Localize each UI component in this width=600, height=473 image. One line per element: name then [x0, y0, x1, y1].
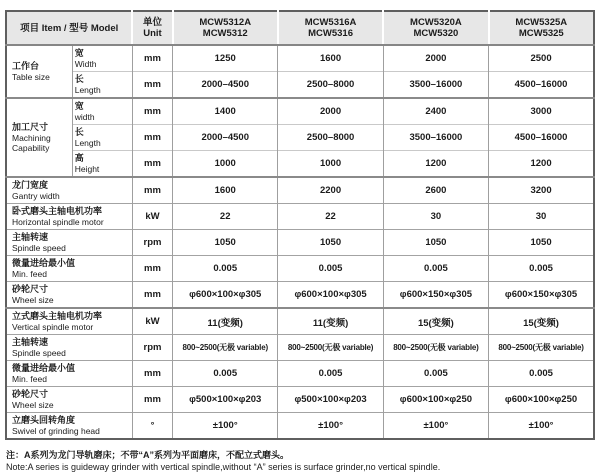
- model-name-a: MCW5312A: [199, 17, 252, 28]
- value-cell: 0.005: [489, 361, 594, 387]
- unit-cell: mm: [132, 45, 172, 72]
- row-label-cn: 主轴转速: [12, 337, 49, 348]
- sublabel-cn: 长: [74, 74, 84, 85]
- value-cell: 0.005: [278, 361, 383, 387]
- value-cell: 4500–16000: [489, 72, 594, 99]
- table-row: [6, 387, 594, 413]
- value-cell: 800~2500(无极 variable): [278, 335, 383, 361]
- value-cell: 1600: [278, 45, 383, 72]
- row-label-en: Vertical spindle motor: [12, 321, 94, 332]
- row-label-en: Min. feed: [12, 373, 47, 384]
- value-cell: 1250: [173, 45, 278, 72]
- table-row: [6, 230, 594, 256]
- value-cell: 30: [383, 204, 488, 230]
- value-cell: 3500–16000: [383, 72, 488, 99]
- value-cell: φ500×100×φ203: [173, 387, 278, 413]
- value-cell: 0.005: [489, 256, 594, 282]
- value-cell: 2000–4500: [173, 72, 278, 99]
- value-cell: 30: [489, 204, 594, 230]
- value-cell: 0.005: [173, 361, 278, 387]
- row-label-swivel-grinding-head: [6, 413, 132, 440]
- model-name-base: MCW5312: [202, 28, 248, 39]
- value-cell: 0.005: [173, 256, 278, 282]
- header-unit-en: Unit: [143, 28, 162, 39]
- row-label-cn: 立磨头回转角度: [12, 415, 76, 426]
- value-cell: φ500×100×φ203: [278, 387, 383, 413]
- value-cell: ±100°: [489, 413, 594, 440]
- value-cell: ±100°: [278, 413, 383, 440]
- group-label-machining: [6, 98, 72, 177]
- value-cell: 2400: [383, 98, 488, 125]
- value-cell: 2200: [278, 177, 383, 204]
- value-cell: 1050: [278, 230, 383, 256]
- value-cell: 1200: [383, 151, 488, 178]
- sublabel-cn: 宽: [74, 101, 84, 112]
- row-sublabel: [72, 45, 132, 72]
- row-sublabel: [72, 151, 132, 178]
- table-row: [6, 256, 594, 282]
- row-label-cn: 微量进给最小值: [12, 258, 76, 269]
- value-cell: 1050: [173, 230, 278, 256]
- value-cell: 4500–16000: [489, 125, 594, 151]
- header-unit-cn: 单位: [142, 17, 162, 28]
- group-label-en: Table size: [12, 71, 50, 82]
- value-cell: φ600×100×φ250: [489, 387, 594, 413]
- unit-cell: mm: [132, 125, 172, 151]
- group-label-table-size: [6, 45, 72, 98]
- value-cell: 3500–16000: [383, 125, 488, 151]
- header-model-2: [383, 11, 488, 45]
- value-cell: 2000: [383, 45, 488, 72]
- unit-cell: mm: [132, 256, 172, 282]
- sublabel-en: width: [74, 111, 95, 122]
- value-cell: 3200: [489, 177, 594, 204]
- unit-cell: mm: [132, 98, 172, 125]
- value-cell: φ600×150×φ305: [489, 282, 594, 309]
- row-label-vertical-spindle-motor: [6, 308, 132, 335]
- value-cell: 11(变频): [278, 308, 383, 335]
- table-row: [6, 335, 594, 361]
- unit-cell: rpm: [132, 230, 172, 256]
- value-cell: ±100°: [173, 413, 278, 440]
- row-label-en: Spindle speed: [12, 347, 66, 358]
- row-label-en: Spindle speed: [12, 242, 66, 253]
- table-row: [6, 45, 594, 72]
- unit-cell: mm: [132, 72, 172, 99]
- row-label-wheel-size: [6, 282, 132, 309]
- value-cell: 0.005: [383, 256, 488, 282]
- spec-table: [5, 10, 595, 440]
- sublabel-en: Length: [74, 84, 101, 95]
- sublabel-cn: 宽: [74, 48, 84, 59]
- value-cell: 15(变频): [489, 308, 594, 335]
- value-cell: 800~2500(无极 variable): [489, 335, 594, 361]
- model-name-base: MCW5316: [308, 28, 353, 39]
- unit-cell: rpm: [132, 335, 172, 361]
- row-label-cn: 卧式磨头主轴电机功率: [12, 206, 103, 217]
- value-cell: 1000: [278, 151, 383, 178]
- unit-cell: mm: [132, 282, 172, 309]
- header-model-1: [278, 11, 383, 45]
- row-label-horizontal-spindle-motor: [6, 204, 132, 230]
- row-label-gantry-width: [6, 177, 132, 204]
- value-cell: 2500: [489, 45, 594, 72]
- footnote-cn: 注：A系列为龙门导轨磨床；不带“A”系列为平面磨床，不配立式磨头。: [6, 450, 290, 460]
- unit-cell: mm: [132, 387, 172, 413]
- value-cell: ±100°: [383, 413, 488, 440]
- value-cell: 2000–4500: [173, 125, 278, 151]
- value-cell: 0.005: [278, 256, 383, 282]
- row-label-cn: 砂轮尺寸: [12, 389, 49, 400]
- row-label-cn: 微量进给最小值: [12, 363, 76, 374]
- row-label-spindle-speed-vertical: [6, 335, 132, 361]
- row-label-en: Gantry width: [12, 190, 60, 201]
- table-row: [6, 413, 594, 440]
- value-cell: 22: [173, 204, 278, 230]
- value-cell: 1200: [489, 151, 594, 178]
- header-model-3: [489, 11, 594, 45]
- table-row: [6, 98, 594, 125]
- table-row: [6, 72, 594, 99]
- model-name-a: MCW5325A: [515, 17, 568, 28]
- table-row: [6, 204, 594, 230]
- value-cell: φ600×100×φ250: [383, 387, 488, 413]
- row-label-spindle-speed: [6, 230, 132, 256]
- table-row: [6, 361, 594, 387]
- model-name-base: MCW5320: [413, 28, 459, 39]
- table-row: [6, 177, 594, 204]
- unit-cell: kW: [132, 308, 172, 335]
- row-label-en: Horizontal spindle motor: [12, 216, 104, 227]
- row-label-cn: 立式磨头主轴电机功率: [12, 311, 103, 322]
- value-cell: φ600×100×φ305: [173, 282, 278, 309]
- table-row: [6, 125, 594, 151]
- row-label-cn: 龙门宽度: [12, 180, 49, 191]
- row-label-cn: 主轴转速: [12, 232, 49, 243]
- value-cell: 800~2500(无极 variable): [383, 335, 488, 361]
- unit-cell: °: [132, 413, 172, 440]
- row-label-cn: 砂轮尺寸: [12, 284, 49, 295]
- value-cell: 1000: [173, 151, 278, 178]
- sublabel-cn: 长: [74, 127, 84, 138]
- sublabel-cn: 高: [74, 153, 84, 164]
- value-cell: 2500–8000: [278, 72, 383, 99]
- header-model-0: [173, 11, 278, 45]
- row-label-en: Wheel size: [12, 294, 54, 305]
- value-cell: 1600: [173, 177, 278, 204]
- sublabel-en: Length: [74, 137, 101, 148]
- value-cell: 1400: [173, 98, 278, 125]
- group-label-en: Machining Capability: [12, 132, 51, 153]
- header-item-model: 项目 Item / 型号 Model: [6, 11, 132, 45]
- value-cell: 2500–8000: [278, 125, 383, 151]
- value-cell: 11(变频): [173, 308, 278, 335]
- unit-cell: mm: [132, 151, 172, 178]
- model-name-a: MCW5320A: [410, 17, 462, 28]
- row-sublabel: [72, 98, 132, 125]
- row-label-en: Wheel size: [12, 399, 54, 410]
- model-name-a: MCW5316A: [304, 17, 357, 28]
- row-label-en: Swivel of grinding head: [12, 425, 100, 436]
- footnote: [6, 449, 595, 473]
- value-cell: φ600×150×φ305: [383, 282, 488, 309]
- sublabel-en: Height: [74, 163, 100, 174]
- value-cell: 2600: [383, 177, 488, 204]
- row-sublabel: [72, 72, 132, 99]
- value-cell: 1050: [383, 230, 488, 256]
- table-row: [6, 151, 594, 178]
- value-cell: 22: [278, 204, 383, 230]
- group-label-cn: 加工尺寸: [12, 122, 49, 133]
- sublabel-en: Width: [74, 58, 97, 69]
- row-label-min-feed-vertical: [6, 361, 132, 387]
- header-unit: [132, 11, 172, 45]
- group-label-cn: 工作台: [12, 61, 40, 72]
- value-cell: 15(变频): [383, 308, 488, 335]
- row-label-en: Min. feed: [12, 268, 47, 279]
- value-cell: 0.005: [383, 361, 488, 387]
- footnote-en: Note:A series is guideway grinder with vertical spindle,without “A” series is surface grinder,no vertical spindle.: [6, 462, 441, 472]
- value-cell: φ600×100×φ305: [278, 282, 383, 309]
- row-sublabel: [72, 125, 132, 151]
- unit-cell: kW: [132, 204, 172, 230]
- value-cell: 1050: [489, 230, 594, 256]
- table-row: [6, 308, 594, 335]
- row-label-min-feed: [6, 256, 132, 282]
- value-cell: 3000: [489, 98, 594, 125]
- unit-cell: mm: [132, 361, 172, 387]
- table-row: [6, 282, 594, 309]
- value-cell: 2000: [278, 98, 383, 125]
- model-name-base: MCW5325: [518, 28, 564, 39]
- row-label-wheel-size-vertical: [6, 387, 132, 413]
- unit-cell: mm: [132, 177, 172, 204]
- header-row: [6, 11, 594, 45]
- value-cell: 800~2500(无极 variable): [173, 335, 278, 361]
